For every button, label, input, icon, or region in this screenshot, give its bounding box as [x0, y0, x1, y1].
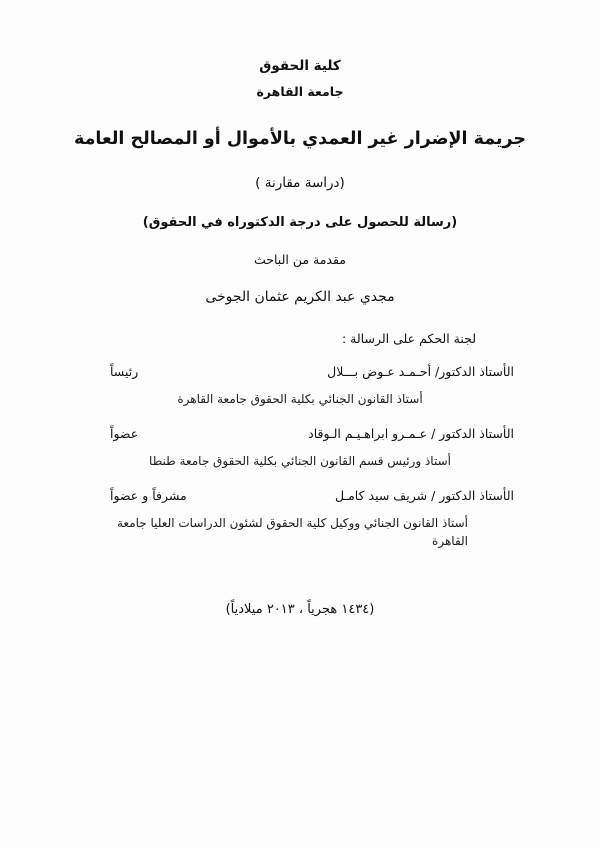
- page-title: جريمة الإضرار غير العمدي بالأموال أو المصالح العامة: [73, 129, 527, 149]
- committee-member-1: [46, 364, 554, 408]
- committee-heading: لجنة الحكم على الرسالة :: [341, 331, 476, 346]
- committee-member-name: الأستاذ الدكتور/ أحـمـد عـوض بـــلال: [327, 364, 514, 379]
- committee-member-name: الأستاذ الدكتور / عـمـرو ابراهـيـم الـوقاد: [308, 426, 514, 441]
- subtitle: (دراسة مقارنة ): [255, 175, 345, 191]
- committee-member-affiliation: أستاذ القانون الجنائي ووكيل كلية الحقوق لشئون الدراسات العليا جامعة القاهرة: [116, 516, 468, 548]
- page-bottom-space: [46, 617, 554, 818]
- committee-member-role: عضواً: [110, 426, 139, 441]
- committee-member-name: الأستاذ الدكتور / شريف سيد كامـل: [334, 488, 514, 503]
- author-name: مجدي عبد الكريم عثمان الجوخى: [205, 289, 395, 305]
- committee-member-role: رئيساً: [110, 364, 139, 379]
- committee-member-affiliation: أستاذ القانون الجنائي بكلية الحقوق جامعة القاهرة: [177, 392, 423, 406]
- faculty-name: كلية الحقوق: [259, 58, 341, 74]
- committee-member-3: [46, 488, 554, 550]
- university-name: جامعة القاهرة: [256, 84, 344, 99]
- committee-member-role: مشرفاً و عضواً: [110, 488, 187, 503]
- committee-member-2: [46, 426, 554, 470]
- committee-member-affiliation: أستاذ ورئيس قسم القانون الجنائي بكلية الحقوق جامعة طنطا: [149, 454, 451, 468]
- presented-by-label: مقدمة من الباحث: [254, 252, 346, 267]
- degree-statement: (رسالة للحصول على درجة الدكتوراه في الحقوق): [142, 215, 458, 230]
- publication-date: (١٤٣٤ هجرياً ، ٢٠١٣ ميلادياً): [225, 602, 375, 617]
